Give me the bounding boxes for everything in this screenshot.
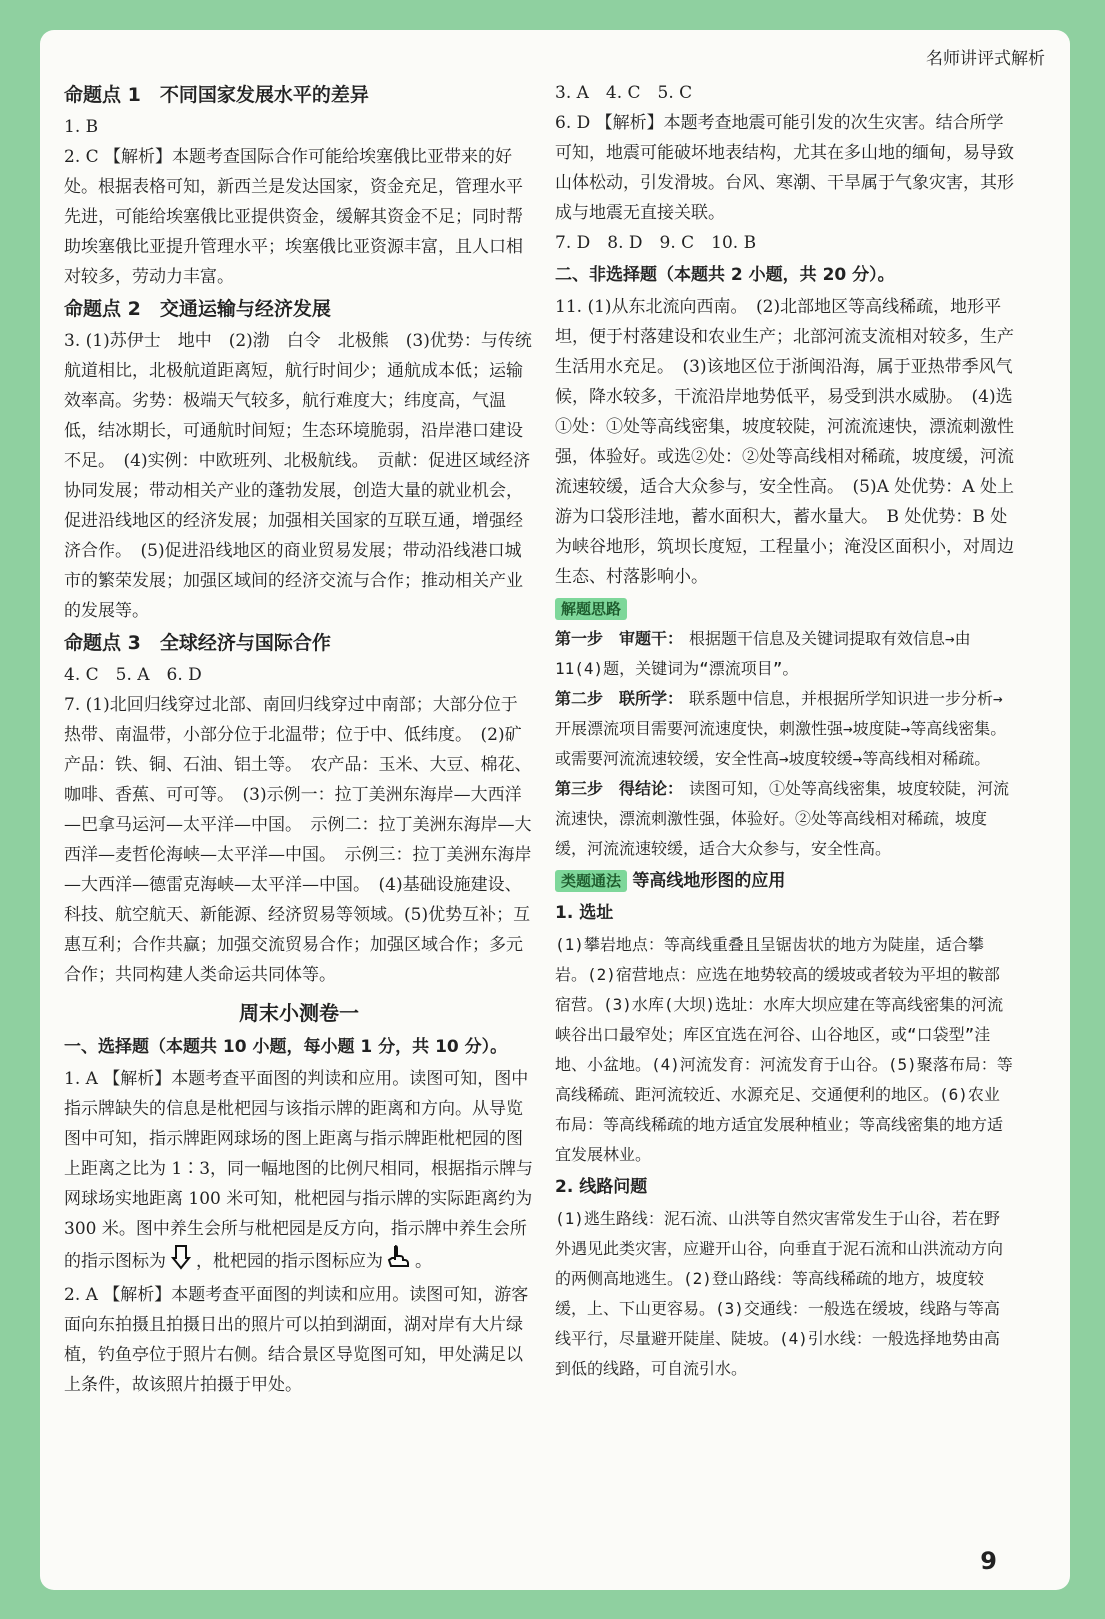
answer-item	[64, 1064, 534, 1280]
page-number: 9	[980, 1547, 997, 1575]
step-text: 根据题干信息及关键词提取有效信息→由 11(4)题，关键词为“漂流项目”。	[555, 629, 971, 678]
step-label: 第三步 得结论：	[555, 779, 684, 798]
left-column	[64, 78, 534, 1400]
answer-item: 7. (1)北回归线穿过北部、南回归线穿过中南部；大部分位于热带、南温带，小部分位于北温带；位于中、低纬度。 (2)矿产品：铁、铜、石油、铝土等。 农产品：玉米、大豆、棉花、咖啡、香蕉、可可等。 (3)示例一：拉丁美洲东海岸—大西洋—巴拿马运河—太平洋—中国。 示例二：拉丁美洲东海岸—大西洋—麦哲伦海峡—太平洋—中国。 示例三：拉丁美洲东海岸—大西洋—德雷克海峡—太平洋—中国。 (4)基础设施建设、科技、航空航天、新能源、经济贸易等领域。(5)优势互补；互惠互利；合作共赢；加强交流贸易合作；加强区域合作；多元合作；共同构建人类命运共同体等。	[64, 695, 532, 985]
answer-text: 1. A 【解析】本题考查平面图的判读和应用。读图可知，图中指示牌缺失的信息是枇杷园与该指示牌的距离和方向。从导览图中可知，指示牌距网球场的图上距离与指示牌距枇杷园的图上距离之比为 1∶3，同一幅地图的比例尺相同，根据指示牌与网球场实地距离 100 米可知，枇杷园与指示牌的实际距离约为 300 米。图中养生会所与枇杷园是反方向，指示牌中养生会所的指示图标为	[64, 1069, 534, 1272]
answer-item: 4. C 5. A 6. D	[64, 665, 202, 685]
method-title: 等高线地形图的应用	[632, 871, 786, 891]
answer-text: 。	[415, 1251, 432, 1272]
step-label: 第二步 联所学：	[555, 689, 684, 708]
step-label: 第一步 审题干：	[555, 629, 684, 648]
answer-item: 2. A 【解析】本题考查平面图的判读和应用。读图可知，游客面向东拍摄且拍摄日出的照片可以拍到湖面，湖对岸有大片绿植，钓鱼亭位于照片右侧。结合景区导览图可知，甲处满足以上条件，故该照片拍摄于甲处。	[64, 1285, 529, 1395]
answer-item: 3. (1)苏伊士 地中 (2)渤 白令 北极熊 (3)优势：与传统航道相比，北极航道距离短，航行时间少；通航成本低；运输效率高。劣势：极端天气较多，航行难度大；纬度高，气温低，结冰期长，可通航时间短；生态环境脆弱，沿岸港口建设不足。 (4)实例：中欧班列、北极航线。 贡献：促进区域经济协同发展；带动相关产业的蓬勃发展，创造大量的就业机会，促进沿线地区的经济发展；加强相关国家的互联互通，增强经济合作。 (5)促进沿线地区的商业贸易发展；带动沿线港口城市的繁荣发展；加强区域间的经济交流与合作；推动相关产业的发展等。	[64, 331, 532, 621]
answer-item: 3. A 4. C 5. C	[555, 83, 693, 103]
section-title: 命题点 3 全球经济与国际合作	[64, 632, 331, 654]
solution-badge: 解题思路	[555, 598, 627, 620]
hand-point-icon	[387, 1244, 411, 1280]
subheading: 2. 线路问题	[555, 1177, 648, 1197]
step-item	[555, 624, 1015, 684]
section-title: 命题点 1 不同国家发展水平的差异	[64, 84, 369, 106]
step-text: 读图可知，①处等高线密集，坡度较陡，河流流速快，漂流刺激性强，体验好。②处等高线相对稀疏，坡度缓，河流流速较缓，适合大众参与，安全性高。	[555, 779, 1010, 858]
page-header: 名师讲评式解析	[926, 49, 1045, 69]
answer-item: 11. (1)从东北流向西南。 (2)北部地区等高线稀疏，地形平坦，便于村落建设和农业生产；北部河流支流相对较多，生产生活用水充足。 (3)该地区位于浙闽沿海，属于亚热带季风气候，降水较多，干流沿岸地势低平，易受到洪水威胁。 (4)选①处：①处等高线密集，坡度较陡，河流流速快，漂流刺激性强，体验好。或选②处：②处等高线相对稀疏，坡度缓，河流流速较缓，适合大众参与，安全性高。 (5)A 处优势：A 处上游为口袋形洼地，蓄水面积大，蓄水量大。 B 处优势：B 处为峡谷地形，筑坝长度短，工程量小；淹没区面积小，对周边生态、村落影响小。	[555, 297, 1014, 587]
method-badge: 类题通法	[555, 870, 627, 892]
hand-down-icon	[170, 1244, 192, 1280]
answer-item: 1. B	[64, 117, 99, 137]
subheading: 1. 选址	[555, 903, 614, 923]
answer-text: ，枇杷园的指示图标应为	[196, 1251, 383, 1272]
section-title: 命题点 2 交通运输与经济发展	[64, 298, 331, 320]
method-text: (1)攀岩地点：等高线重叠且呈锯齿状的地方为陡崖，适合攀岩。(2)宿营地点：应选在地势较高的缓坡或者较为平坦的鞍部宿营。(3)水库(大坝)选址：水库大坝应建在等高线密集的河流峡谷出口最窄处；库区宜选在河谷、山谷地区，或“口袋型”洼地、小盆地。(4)河流发育：河流发育于山谷。(5)聚落布局：等高线稀疏、距河流较近、水源充足、交通便利的地区。(6)农业布局：等高线稀疏的地方适宜发展种植业；等高线密集的地方适宜发展林业。	[555, 935, 1013, 1164]
section-heading: 一、选择题（本题共 10 小题，每小题 1 分，共 10 分）。	[64, 1037, 508, 1057]
right-column	[555, 78, 1015, 1384]
answer-item: 2. C 【解析】本题考查国际合作可能给埃塞俄比亚带来的好处。根据表格可知，新西兰是发达国家，资金充足，管理水平先进，可能给埃塞俄比亚提供资金，缓解其资金不足；同时帮助埃塞俄比亚提升管理水平；埃塞俄比亚资源丰富，且人口相对较多，劳动力丰富。	[64, 147, 523, 287]
answer-item: 6. D 【解析】本题考查地震可能引发的次生灾害。结合所学可知，地震可能破坏地表结构，尤其在多山地的缅甸，易导致山体松动，引发滑坡。台风、寒潮、干旱属于气象灾害，其形成与地震无直接关联。	[555, 113, 1014, 223]
step-item	[555, 774, 1015, 864]
answer-item: 7. D 8. D 9. C 10. B	[555, 233, 757, 253]
section-heading: 二、非选择题（本题共 2 小题，共 20 分）。	[555, 265, 895, 285]
step-text: 联系题中信息，并根据所学知识进一步分析→开展漂流项目需要河流速度快，刺激性强→坡度陡→等高线密集。或需要河流流速较缓，安全性高→坡度较缓→等高线相对稀疏。	[555, 689, 1007, 768]
method-text: (1)逃生路线：泥石流、山洪等自然灾害常发生于山谷，若在野外遇见此类灾害，应避开山谷，向垂直于泥石流和山洪流动方向的两侧高地逃生。(2)登山路线：等高线稀疏的地方，坡度较缓，上、下山更容易。(3)交通线：一般选在缓坡，线路与等高线平行，尽量避开陡崖、陡坡。(4)引水线：一般选择地势由高到低的线路，可自流引水。	[555, 1209, 1004, 1378]
quiz-title: 周末小测卷一	[239, 1001, 359, 1025]
step-item	[555, 684, 1015, 774]
